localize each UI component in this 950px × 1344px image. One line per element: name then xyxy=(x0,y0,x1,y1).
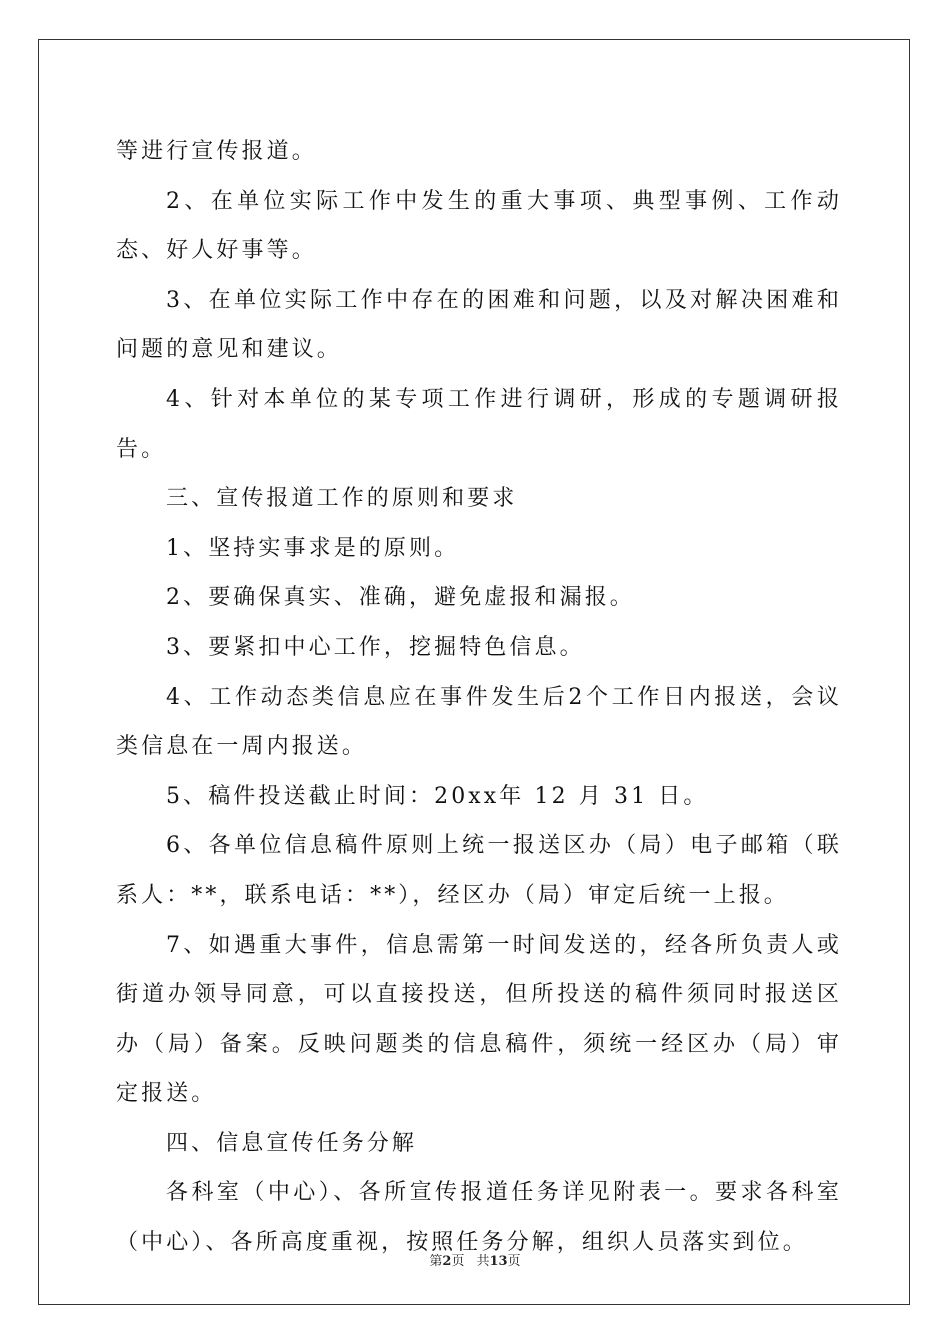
paragraph: 6、各单位信息稿件原则上统一报送区办（局）电子邮箱（联系人：**，联系电话：**），经区办（局）审定后统一上报。 xyxy=(116,833,842,908)
paragraph: 2、要确保真实、准确，避免虚报和漏报。 xyxy=(166,585,635,611)
paragraph: 2、在单位实际工作中发生的重大事项、典型事例、工作动态、好人好事等。 xyxy=(116,188,842,264)
footer-total-pages: 13 xyxy=(489,1254,508,1269)
footer-page-number: 2 xyxy=(442,1254,452,1269)
paragraph: 等进行宣传报道。 xyxy=(116,139,317,164)
footer-total-suffix: 页 xyxy=(507,1254,521,1269)
paragraph: 1、坚持实事求是的原则。 xyxy=(166,535,460,561)
paragraph: 7、如遇重大事件，信息需第一时间发送的，经各所负责人或街道办领导同意，可以直接投送，但所投送的稿件须同时报送区办（局）备案。反映问题类的信息稿件，须统一经区办（局）审定报送。 xyxy=(116,932,842,1107)
footer-page-prefix: 第 xyxy=(429,1254,443,1269)
paragraph: 3、在单位实际工作中存在的困难和问题，以及对解决困难和问题的意见和建议。 xyxy=(116,287,842,363)
document-body xyxy=(116,127,842,1268)
footer-page-suffix: 页 xyxy=(451,1254,465,1269)
paragraph: 各科室（中心）、各所宣传报道任务详见附表一。要求各科室（中心）、各所高度重视，按照任务分解，组织人员落实到位。 xyxy=(116,1180,842,1256)
paragraph: 5、稿件投送截止时间：20xx年 12 月 31 日。 xyxy=(166,783,709,809)
page-footer xyxy=(0,1250,950,1269)
paragraph: 4、工作动态类信息应在事件发生后2个工作日内报送，会议类信息在一周内报送。 xyxy=(116,684,842,760)
paragraph: 4、针对本单位的某专项工作进行调研，形成的专题调研报告。 xyxy=(116,386,842,462)
paragraph: 四、信息宣传任务分解 xyxy=(166,1130,418,1156)
paragraph: 3、要紧扣中心工作，挖掘特色信息。 xyxy=(166,634,585,660)
footer-total-prefix: 共 xyxy=(476,1254,490,1269)
paragraph: 三、宣传报道工作的原则和要求 xyxy=(166,486,518,512)
